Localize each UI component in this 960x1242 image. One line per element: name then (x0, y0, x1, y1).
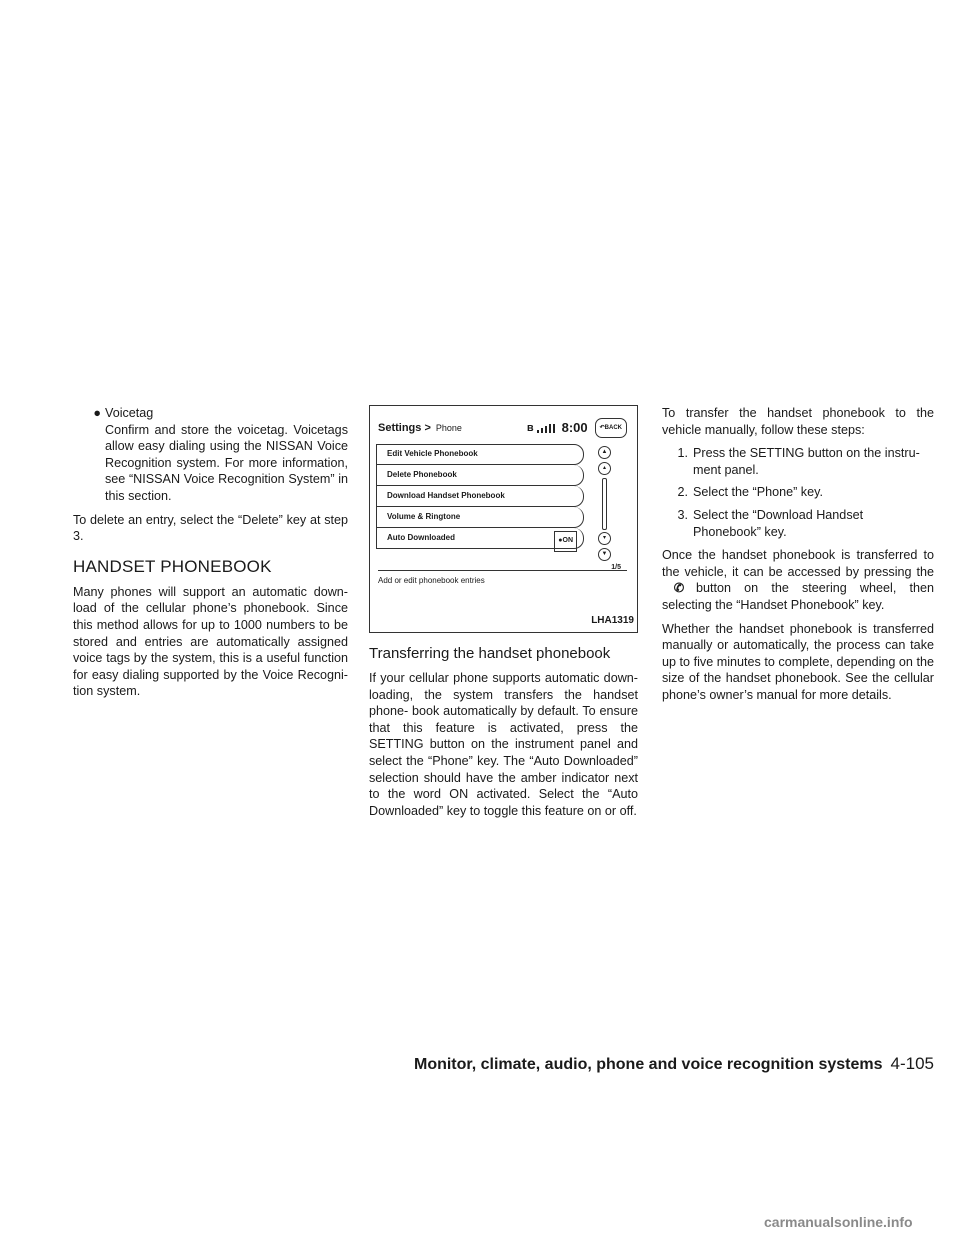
steps-list (662, 445, 934, 540)
bullet-body: Confirm and store the voicetag. Voicetags allow easy dialing using the NISSAN Voice Recognition system. For more information, see “NISSAN Voice Recognition System” in this section. (105, 422, 348, 503)
menu-item-download-handset-phonebook[interactable]: Download Handset Phonebook (376, 486, 584, 507)
figure-id: LHA1319 (591, 615, 634, 627)
closing-paragraph: Whether the handset phonebook is transferred manually or automatically, the process can take up to five minutes to complete, depending on the size of the handset phonebook. See the cellular phone’s owner’s manual for more details. (662, 621, 934, 702)
screen-header (378, 418, 627, 438)
menu-item-edit-vehicle-phonebook[interactable]: Edit Vehicle Phonebook (376, 444, 584, 465)
access-paragraph: Once the handset phonebook is transferred to the vehicle, it can be accessed by pressing the✆ button on the steering wheel, then selecting the “Handset Phonebook” key. (662, 548, 934, 612)
scroll-up-icon[interactable]: ▴ (598, 462, 611, 475)
clock: 8:00 (561, 419, 588, 435)
left-column (73, 405, 348, 707)
right-column (662, 405, 934, 711)
bluetooth-icon: ʙ (526, 421, 534, 434)
voicetag-bullet (73, 405, 348, 505)
page-number: 4-105 (890, 1054, 934, 1073)
watermark: carmanualsonline.info (764, 1214, 913, 1230)
step-item: 2. Select the “Phone” key. (677, 485, 823, 500)
signal-strength-icon (537, 424, 559, 433)
steps-intro: To transfer the handset phonebook to the vehicle manually, follow these steps: (662, 406, 934, 437)
scroll-top-icon[interactable]: ▲ (598, 446, 611, 459)
on-indicator: ●ON (554, 531, 577, 552)
menu-item-auto-downloaded[interactable]: Auto Downloaded ●ON (376, 528, 584, 549)
step-item: 1. Press the SETTING button on the instru- ment panel. (677, 446, 920, 477)
section-heading: HANDSET PHONEBOOK (73, 556, 272, 576)
page-indicator: 1/5 (611, 564, 621, 571)
footer-title: Monitor, climate, audio, phone and voice recognition systems (413, 1056, 883, 1073)
transfer-paragraph: If your cellular phone supports automatic down- loading, the system transfers the handset phone- book automatically by default. To ensure that this feature is activated, press the SETTING button on the instrument panel and select the “Phone” key. The “Auto Downloaded” selection should have the amber indicator next to the word ON activated. Select the “Auto Downloaded” key to toggle this feature on or off. (369, 671, 638, 818)
phone-settings-menu (376, 444, 584, 549)
status-area (527, 418, 627, 439)
back-button[interactable]: ↶BACK (595, 418, 627, 439)
menu-item-volume-ringtone[interactable]: Volume & Ringtone (376, 507, 584, 528)
scroll-bottom-icon[interactable]: ▼ (598, 548, 611, 561)
scroll-controls (594, 446, 614, 556)
scroll-down-icon[interactable]: ▾ (598, 532, 611, 545)
hint-text: Add or edit phonebook entries (378, 570, 627, 590)
page-footer (414, 1054, 934, 1074)
menu-item-delete-phonebook[interactable]: Delete Phonebook (376, 465, 584, 486)
intro-paragraph: Many phones will support an automatic down- load of the cellular phone’s phonebook. Since this method allows for up to 1000 numbers to be stored and entries are automatically assigned voice tags by the system, this is a useful function for easy dialing supported by the Voice Recogni- tion system. (73, 584, 348, 699)
scrollbar[interactable] (602, 478, 607, 530)
bullet-title: Voicetag (105, 406, 154, 420)
middle-column (369, 405, 638, 826)
screen (378, 418, 627, 438)
step-item: 3. Select the “Download Handset Phonebook” key. (677, 507, 864, 539)
subheading: Transferring the handset phonebook (369, 645, 611, 662)
breadcrumb: Settings > (378, 421, 431, 434)
delete-paragraph: To delete an entry, select the “Delete” key at step 3. (73, 512, 348, 544)
bullet-dot-icon: ● (93, 406, 101, 420)
settings-screen-figure (369, 405, 638, 633)
breadcrumb-sub: Phone (435, 422, 462, 433)
phone-handset-icon: ✆ (673, 581, 685, 596)
